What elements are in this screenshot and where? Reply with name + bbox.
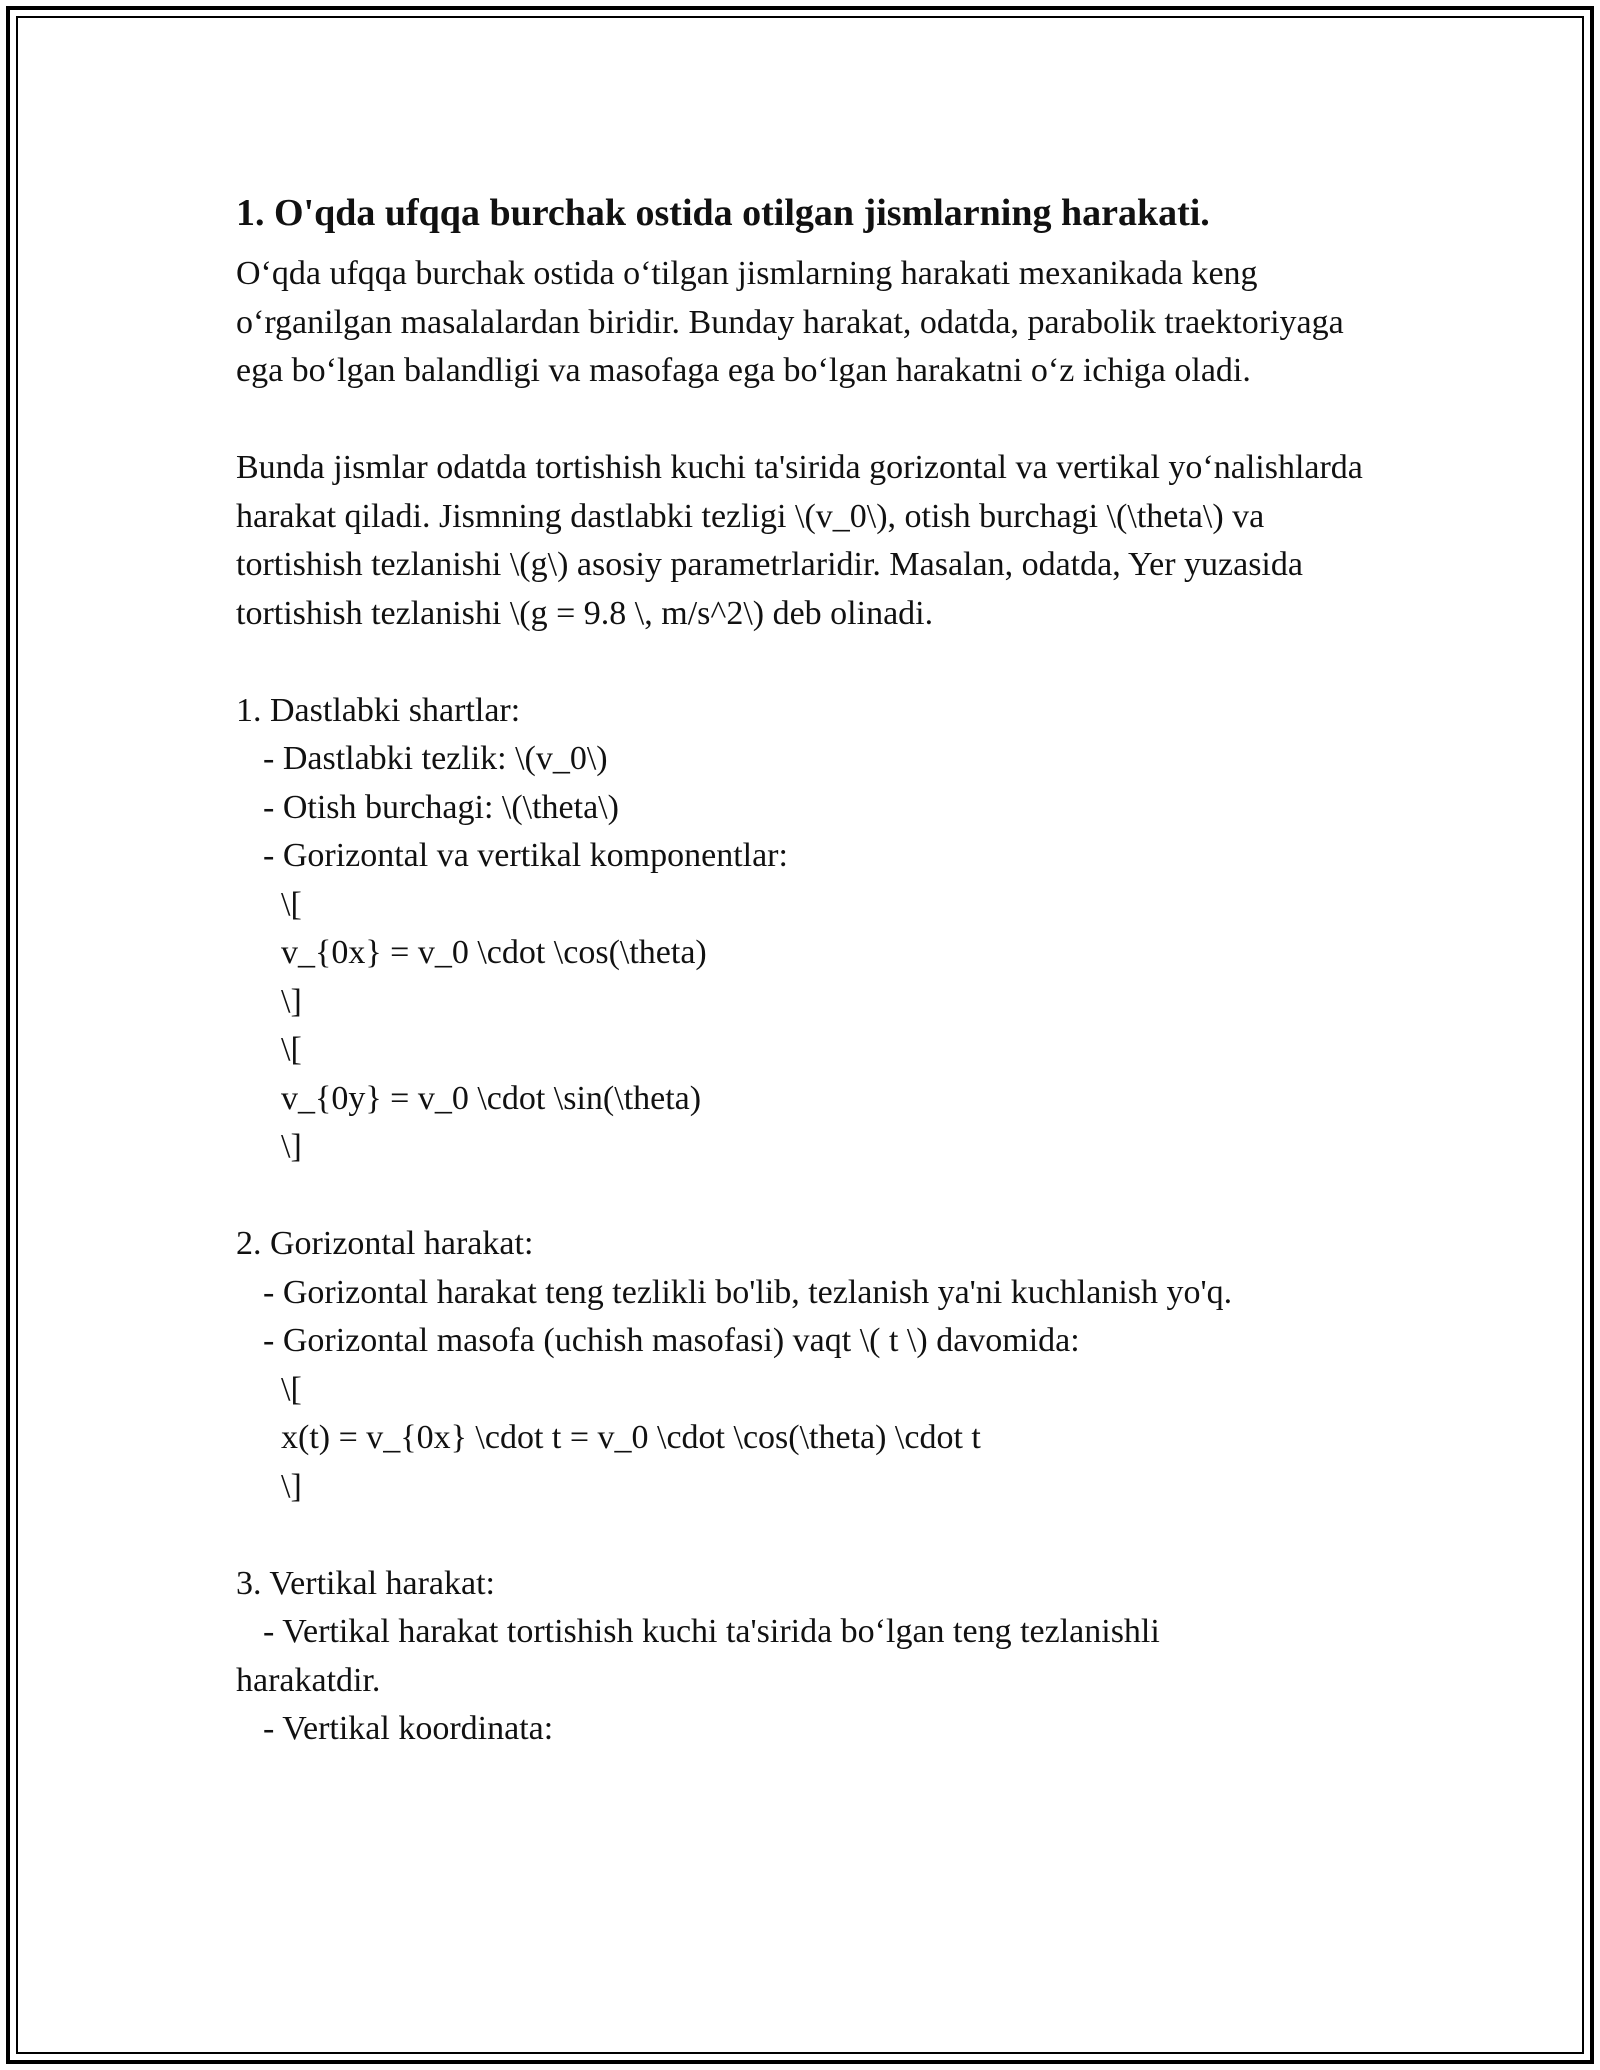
list-item: - Vertikal koordinata:: [263, 1710, 554, 1747]
math-line: \[: [281, 1370, 302, 1408]
section-vertical-motion: [236, 1560, 1366, 1754]
list-item: - Dastlabki tezlik: \(v_0\): [263, 740, 608, 777]
math-line: v_{0y} = v_0 \cdot \sin(\theta): [281, 1079, 702, 1117]
intro-paragraph: O‘qda ufqqa burchak ostida o‘tilgan jismlarning harakati mexanikada keng o‘rganilgan masalalardan biridir. Bunday harakat, odatda, parabolik traektoriyaga ega bo‘lgan balandligi va masofaga ega bo‘lgan harakatni o‘z ichiga oladi.: [236, 255, 1344, 389]
list-item: - Gorizontal masofa (uchish masofasi) vaqt \( t \) davomida:: [263, 1322, 1080, 1359]
list-item-continuation: harakatdir.: [236, 1661, 381, 1699]
section-heading: 3. Vertikal harakat:: [236, 1564, 496, 1602]
spacer: [236, 1172, 1366, 1221]
list-item: - Gorizontal va vertikal komponentlar:: [263, 837, 788, 874]
spacer: [236, 396, 1366, 445]
document-title: 1. O'qda ufqqa burchak ostida otilgan jismlarning harakati.: [236, 192, 1210, 234]
math-line: \[: [281, 1031, 302, 1068]
math-line: \]: [281, 982, 302, 1020]
section-heading: 1. Dastlabki shartlar:: [236, 691, 521, 729]
list-item: - Gorizontal harakat teng tezlikli bo'lib, tezlanish ya'ni kuchlanish yo'q.: [263, 1273, 1233, 1311]
spacer: [236, 638, 1366, 687]
math-line: \]: [281, 1128, 302, 1165]
document-body: [236, 186, 1366, 1754]
math-line: x(t) = v_{0x} \cdot t = v_0 \cdot \cos(\theta) \cdot t: [281, 1419, 981, 1456]
section-heading: 2. Gorizontal harakat:: [236, 1225, 534, 1262]
math-line: v_{0x} = v_0 \cdot \cos(\theta): [281, 934, 707, 971]
spacer: [236, 1511, 1366, 1560]
math-line: \]: [281, 1467, 302, 1505]
section-horizontal-motion: [236, 1220, 1366, 1511]
list-item: - Otish burchagi: \(\theta\): [263, 788, 619, 826]
section-initial-conditions: [236, 687, 1366, 1172]
parameters-paragraph: Bunda jismlar odatda tortishish kuchi ta'sirida gorizontal va vertikal yo‘nalishlarda harakat qiladi. Jismning dastlabki tezligi \(v_0\), otish burchagi \(\theta\) va tortishish tezlanishi \(g\) asosiy parametrlaridir. Masalan, odatda, Yer yuzasida tortishish tezlanishi \(g = 9.8 \, m/s^2\) deb olinadi.: [236, 449, 1363, 632]
math-line: \[: [281, 885, 302, 923]
list-item: - Vertikal harakat tortishish kuchi ta'sirida bo‘lgan teng tezlanishli: [263, 1613, 1160, 1650]
